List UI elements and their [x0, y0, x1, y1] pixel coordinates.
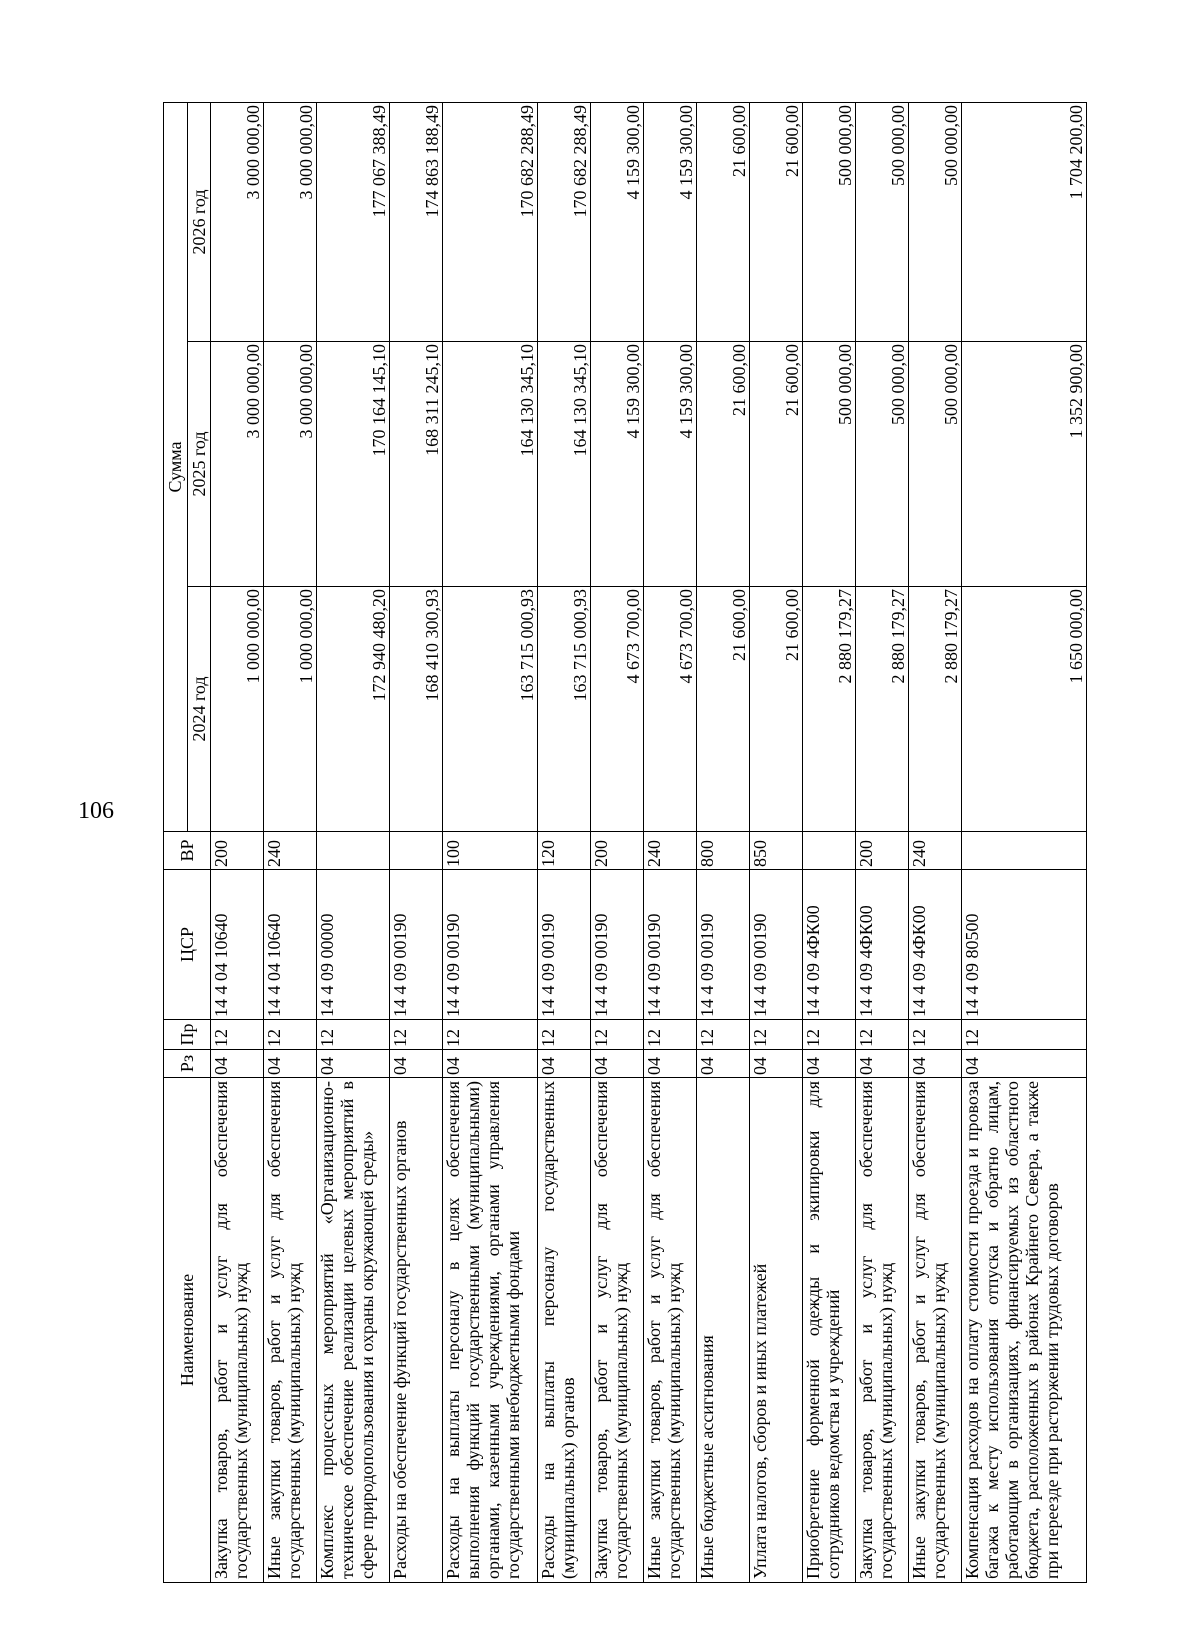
- row-2025: 21 600,00: [750, 342, 803, 587]
- row-name: Расходы на выплаты персоналу государственных (муниципальных) органов: [538, 1078, 591, 1583]
- row-2024: 1 000 000,00: [211, 587, 264, 832]
- row-name: Иные бюджетные ассигнования: [697, 1078, 750, 1583]
- row-rz: 04: [443, 1050, 538, 1078]
- row-2025: 21 600,00: [697, 342, 750, 587]
- row-2025: 4 159 300,00: [644, 342, 697, 587]
- row-2026: 174 863 188,49: [390, 102, 443, 341]
- row-name: Приобретение форменной одежды и экипировки для сотрудников ведомства и учреждений: [803, 1078, 856, 1583]
- row-2024: 2 880 179,27: [856, 587, 909, 832]
- row-csr: 14 4 04 10640: [211, 870, 264, 1020]
- row-2026: 3 000 000,00: [264, 102, 317, 341]
- row-2024: 168 410 300,93: [390, 587, 443, 832]
- header-rz: Рз: [164, 1050, 211, 1078]
- row-csr: 14 4 09 80500: [962, 870, 1087, 1020]
- table-row: [264, 102, 317, 1582]
- row-vr: [803, 832, 856, 870]
- row-csr: 14 4 09 4ФК00: [803, 870, 856, 1020]
- row-2026: 177 067 388,49: [317, 102, 390, 341]
- table-row: [443, 102, 538, 1582]
- row-name: Расходы на выплаты персоналу в целях обеспечения выполнения функций государственными (муниципальными) органами, казенными учреждениями, органами управления государственными внебюджетными фондами: [443, 1078, 538, 1583]
- table-row: [390, 102, 443, 1582]
- row-rz: 04: [317, 1050, 390, 1078]
- row-vr: [317, 832, 390, 870]
- row-pr: 12: [591, 1020, 644, 1050]
- row-pr: 12: [856, 1020, 909, 1050]
- row-2024: 2 880 179,27: [909, 587, 962, 832]
- row-2026: 500 000,00: [803, 102, 856, 341]
- header-csr: ЦСР: [164, 870, 211, 1020]
- row-vr: 100: [443, 832, 538, 870]
- row-csr: 14 4 09 00190: [644, 870, 697, 1020]
- row-2025: 3 000 000,00: [211, 342, 264, 587]
- table-row: [803, 102, 856, 1582]
- row-csr: 14 4 09 00190: [591, 870, 644, 1020]
- row-csr: 14 4 09 00190: [750, 870, 803, 1020]
- row-vr: [390, 832, 443, 870]
- row-2025: 3 000 000,00: [264, 342, 317, 587]
- row-2026: 4 159 300,00: [644, 102, 697, 341]
- row-csr: 14 4 09 00190: [390, 870, 443, 1020]
- row-2026: 3 000 000,00: [211, 102, 264, 341]
- row-rz: 04: [750, 1050, 803, 1078]
- row-csr: 14 4 09 00190: [443, 870, 538, 1020]
- row-2024: 163 715 000,93: [538, 587, 591, 832]
- row-pr: 12: [538, 1020, 591, 1050]
- row-rz: 04: [591, 1050, 644, 1078]
- header-2024: 2024 год: [187, 587, 211, 832]
- table-header-row: [164, 102, 188, 1582]
- row-vr: 240: [644, 832, 697, 870]
- row-rz: 04: [211, 1050, 264, 1078]
- row-pr: 12: [264, 1020, 317, 1050]
- row-rz: 04: [909, 1050, 962, 1078]
- row-vr: 200: [211, 832, 264, 870]
- header-vr: ВР: [164, 832, 211, 870]
- row-vr: 240: [264, 832, 317, 870]
- row-name: Иные закупки товаров, работ и услуг для обеспечения государственных (муниципальных) нужд: [264, 1078, 317, 1583]
- table-row: [750, 102, 803, 1582]
- row-pr: 12: [443, 1020, 538, 1050]
- table-row: [697, 102, 750, 1582]
- row-rz: 04: [803, 1050, 856, 1078]
- table-row: [962, 102, 1087, 1582]
- row-name: Иные закупки товаров, работ и услуг для обеспечения государственных (муниципальных) нужд: [644, 1078, 697, 1583]
- header-2026: 2026 год: [187, 102, 211, 341]
- row-rz: 04: [962, 1050, 1087, 1078]
- row-pr: 12: [803, 1020, 856, 1050]
- row-rz: 04: [697, 1050, 750, 1078]
- row-2026: 1 704 200,00: [962, 102, 1087, 341]
- row-2026: 500 000,00: [909, 102, 962, 341]
- row-name: Закупка товаров, работ и услуг для обеспечения государственных (муниципальных) нужд: [591, 1078, 644, 1583]
- row-2026: 4 159 300,00: [591, 102, 644, 341]
- row-rz: 04: [264, 1050, 317, 1078]
- row-vr: 240: [909, 832, 962, 870]
- rotated-table-wrapper: [163, 103, 1087, 1583]
- row-pr: 12: [644, 1020, 697, 1050]
- table-row: [211, 102, 264, 1582]
- row-name: Уплата налогов, сборов и иных платежей: [750, 1078, 803, 1583]
- row-2025: 4 159 300,00: [591, 342, 644, 587]
- row-2024: 21 600,00: [697, 587, 750, 832]
- row-2024: 4 673 700,00: [591, 587, 644, 832]
- budget-table: [163, 102, 1087, 1583]
- row-name: Расходы на обеспечение функций государственных органов: [390, 1078, 443, 1583]
- row-2025: 170 164 145,10: [317, 342, 390, 587]
- row-2024: 21 600,00: [750, 587, 803, 832]
- row-csr: 14 4 04 10640: [264, 870, 317, 1020]
- row-pr: 12: [750, 1020, 803, 1050]
- page-number: 106: [78, 798, 114, 824]
- row-pr: 12: [390, 1020, 443, 1050]
- row-csr: 14 4 09 00190: [697, 870, 750, 1020]
- row-2026: 21 600,00: [750, 102, 803, 341]
- table-row: [644, 102, 697, 1582]
- row-2026: 170 682 288,49: [443, 102, 538, 341]
- row-vr: 800: [697, 832, 750, 870]
- table-row: [538, 102, 591, 1582]
- row-pr: 12: [962, 1020, 1087, 1050]
- row-vr: 200: [591, 832, 644, 870]
- row-vr: 850: [750, 832, 803, 870]
- row-csr: 14 4 09 00190: [538, 870, 591, 1020]
- row-2026: 500 000,00: [856, 102, 909, 341]
- row-vr: 120: [538, 832, 591, 870]
- row-rz: 04: [390, 1050, 443, 1078]
- header-sum: Сумма: [164, 102, 188, 831]
- row-rz: 04: [856, 1050, 909, 1078]
- row-2024: 4 673 700,00: [644, 587, 697, 832]
- row-2026: 170 682 288,49: [538, 102, 591, 341]
- row-2026: 21 600,00: [697, 102, 750, 341]
- row-name: Иные закупки товаров, работ и услуг для обеспечения государственных (муниципальных) нужд: [909, 1078, 962, 1583]
- row-2025: 1 352 900,00: [962, 342, 1087, 587]
- row-rz: 04: [644, 1050, 697, 1078]
- table-row: [591, 102, 644, 1582]
- row-2025: 168 311 245,10: [390, 342, 443, 587]
- row-rz: 04: [538, 1050, 591, 1078]
- row-vr: [962, 832, 1087, 870]
- header-2025: 2025 год: [187, 342, 211, 587]
- row-2025: 164 130 345,10: [443, 342, 538, 587]
- row-2025: 164 130 345,10: [538, 342, 591, 587]
- row-name: Компенсация расходов на оплату стоимости проезда и провоза багажа к месту использования отпуска и обратно лицам, работающим в организациях, финансируемых из областного бюджета, расположенных в районах Крайнего Севера, а также при переезде при расторжении трудовых договоров: [962, 1078, 1087, 1583]
- row-2024: 1 000 000,00: [264, 587, 317, 832]
- header-pr: Пр: [164, 1020, 211, 1050]
- row-2024: 2 880 179,27: [803, 587, 856, 832]
- table-row: [317, 102, 390, 1582]
- row-2024: 1 650 000,00: [962, 587, 1087, 832]
- row-2025: 500 000,00: [803, 342, 856, 587]
- row-csr: 14 4 09 00000: [317, 870, 390, 1020]
- row-2024: 172 940 480,20: [317, 587, 390, 832]
- row-pr: 12: [317, 1020, 390, 1050]
- row-pr: 12: [211, 1020, 264, 1050]
- table-row: [856, 102, 909, 1582]
- row-2025: 500 000,00: [856, 342, 909, 587]
- row-name: Закупка товаров, работ и услуг для обеспечения государственных (муниципальных) нужд: [856, 1078, 909, 1583]
- row-vr: 200: [856, 832, 909, 870]
- row-csr: 14 4 09 4ФК00: [856, 870, 909, 1020]
- row-csr: 14 4 09 4ФК00: [909, 870, 962, 1020]
- row-2024: 163 715 000,93: [443, 587, 538, 832]
- table-row: [909, 102, 962, 1582]
- row-2025: 500 000,00: [909, 342, 962, 587]
- row-pr: 12: [697, 1020, 750, 1050]
- header-name: Наименование: [164, 1078, 211, 1583]
- row-name: Закупка товаров, работ и услуг для обеспечения государственных (муниципальных) нужд: [211, 1078, 264, 1583]
- row-pr: 12: [909, 1020, 962, 1050]
- row-name: Комплекс процессных мероприятий «Организационно-техническое обеспечение реализации целевых мероприятий в сфере природопользования и охраны окружающей среды»: [317, 1078, 390, 1583]
